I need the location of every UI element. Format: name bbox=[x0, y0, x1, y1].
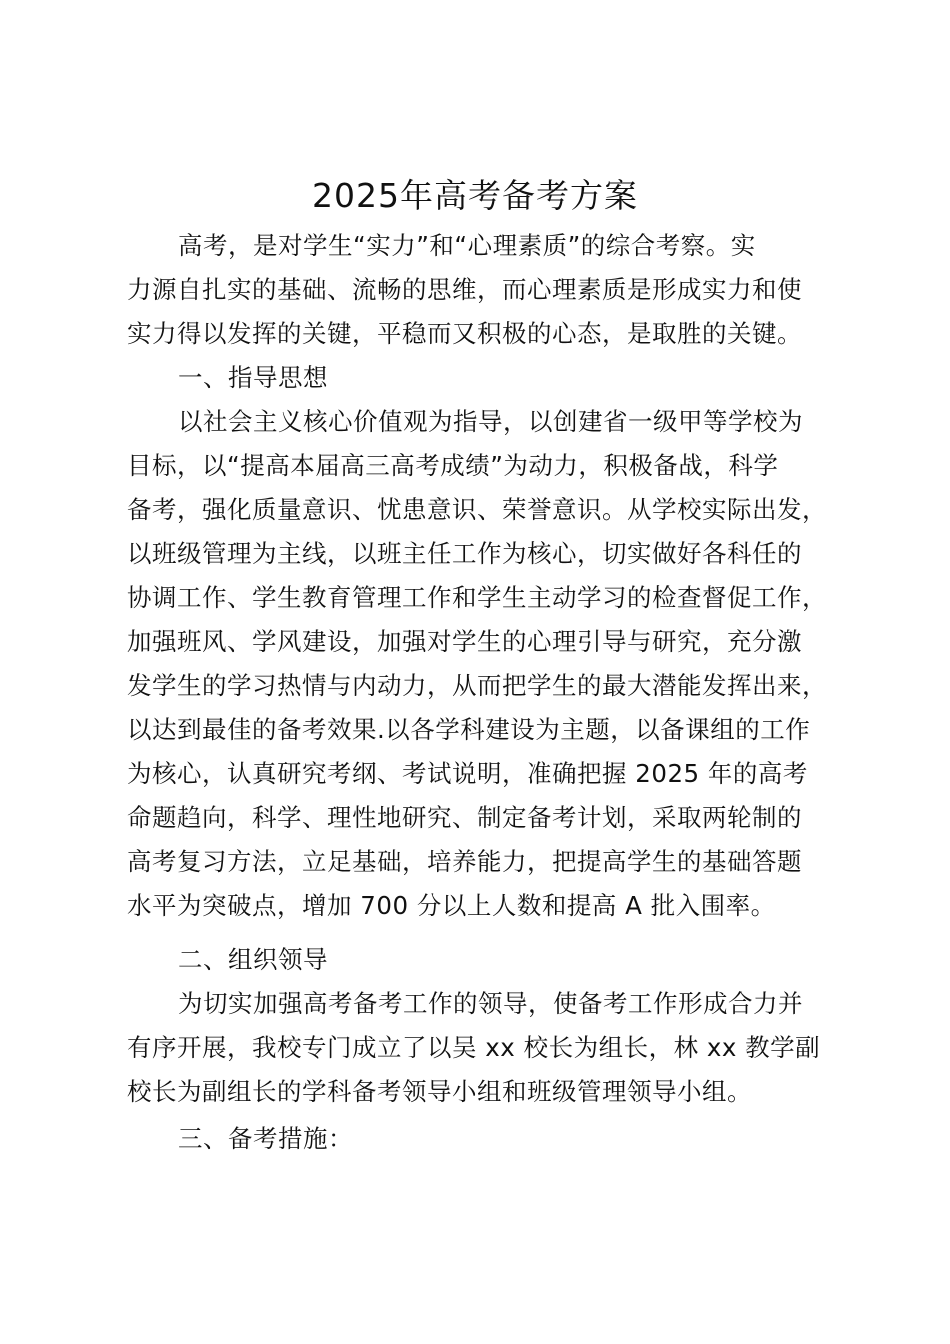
paragraph-line bbox=[0, 840, 950, 884]
line-text: 水平为突破点，增加 700 分以上人数和提高 A 批入围率。 bbox=[127, 891, 776, 920]
section-heading bbox=[0, 938, 950, 982]
paragraph-line bbox=[0, 224, 950, 268]
paragraph-line bbox=[0, 576, 950, 620]
paragraph-line bbox=[0, 1070, 950, 1114]
heading-text: 三、备考措施： bbox=[178, 1124, 353, 1153]
section-heading bbox=[0, 356, 950, 400]
line-text: 为核心，认真研究考纲、考试说明，准确把握 2025 年的高考 bbox=[127, 759, 808, 788]
paragraph-line bbox=[0, 488, 950, 532]
line-text: 有序开展，我校专门成立了以吴 xx 校长为组长，林 xx 教学副 bbox=[127, 1033, 821, 1062]
line-text: 高考复习方法，立足基础，培养能力，把提高学生的基础答题 bbox=[127, 847, 802, 876]
paragraph-line bbox=[0, 664, 950, 708]
section-heading bbox=[0, 1117, 950, 1161]
paragraph-line bbox=[0, 1026, 950, 1070]
paragraph-line bbox=[0, 400, 950, 444]
paragraph-line bbox=[0, 708, 950, 752]
line-text: 以社会主义核心价值观为指导，以创建省一级甲等学校为 bbox=[178, 407, 803, 436]
line-text: 加强班风、学风建设，加强对学生的心理引导与研究，充分激 bbox=[127, 627, 802, 656]
heading-text: 一、指导思想 bbox=[178, 363, 328, 392]
line-text: 校长为副组长的学科备考领导小组和班级管理领导小组。 bbox=[127, 1077, 752, 1106]
paragraph-line bbox=[0, 268, 950, 312]
paragraph-line bbox=[0, 796, 950, 840]
paragraph-line bbox=[0, 884, 950, 928]
paragraph-line bbox=[0, 982, 950, 1026]
paragraph-line bbox=[0, 620, 950, 664]
line-text: 以达到最佳的备考效果.以各学科建设为主题，以备课组的工作 bbox=[127, 715, 811, 744]
line-text: 命题趋向，科学、理性地研究、制定备考计划，采取两轮制的 bbox=[127, 803, 802, 832]
line-text: 力源自扎实的基础、流畅的思维，而心理素质是形成实力和使 bbox=[127, 275, 802, 304]
line-text: 为切实加强高考备考工作的领导，使备考工作形成合力并 bbox=[178, 989, 803, 1018]
line-text: 发学生的学习热情与内动力，从而把学生的最大潜能发挥出来， bbox=[127, 671, 827, 700]
line-text: 协调工作、学生教育管理工作和学生主动学习的检查督促工作， bbox=[127, 583, 827, 612]
document-title: 2025年高考备考方案 bbox=[312, 176, 638, 215]
paragraph-line bbox=[0, 444, 950, 488]
paragraph-line bbox=[0, 532, 950, 576]
line-text: 备考，强化质量意识、忧患意识、荣誉意识。从学校实际出发， bbox=[127, 495, 827, 524]
paragraph-line bbox=[0, 312, 950, 356]
line-text: 实力得以发挥的关键，平稳而又积极的心态，是取胜的关键。 bbox=[127, 319, 802, 348]
line-text: 以班级管理为主线，以班主任工作为核心，切实做好各科任的 bbox=[127, 539, 802, 568]
paragraph-line bbox=[0, 752, 950, 796]
line-text: 目标，以“提高本届高三高考成绩”为动力，积极备战，科学 bbox=[127, 451, 779, 480]
line-text: 高考，是对学生“实力”和“心理素质”的综合考察。实 bbox=[178, 231, 756, 260]
heading-text: 二、组织领导 bbox=[178, 945, 328, 974]
